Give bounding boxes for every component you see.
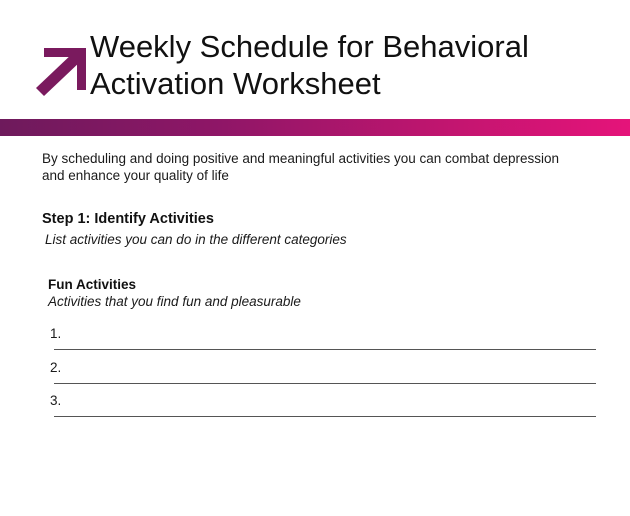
fun-activities-subtitle: Activities that you find fun and pleasurable	[48, 294, 301, 309]
answer-line[interactable]	[54, 416, 596, 417]
line-number: 3.	[50, 393, 62, 408]
answer-line[interactable]	[54, 349, 596, 350]
fun-activity-line-2[interactable]	[48, 360, 596, 384]
fun-activity-line-1[interactable]	[48, 326, 596, 350]
fun-activities-title: Fun Activities	[48, 277, 137, 292]
page-title-line-1: Weekly Schedule for Behavioral	[90, 29, 529, 64]
page-title	[90, 28, 529, 102]
page-title-line-2: Activation Worksheet	[90, 66, 381, 101]
fun-activity-line-3[interactable]	[48, 393, 596, 417]
intro-text: By scheduling and doing positive and meaningful activities you can combat depression and enhance your quality of life	[42, 151, 560, 183]
answer-line[interactable]	[54, 383, 596, 384]
line-number: 2.	[50, 360, 62, 375]
header-gradient-band	[0, 119, 630, 136]
step-1-title: Step 1: Identify Activities	[42, 211, 214, 227]
line-number: 1.	[50, 326, 62, 341]
step-1-subtitle: List activities you can do in the different categories	[45, 232, 347, 247]
arrow-up-right-icon	[36, 48, 86, 96]
